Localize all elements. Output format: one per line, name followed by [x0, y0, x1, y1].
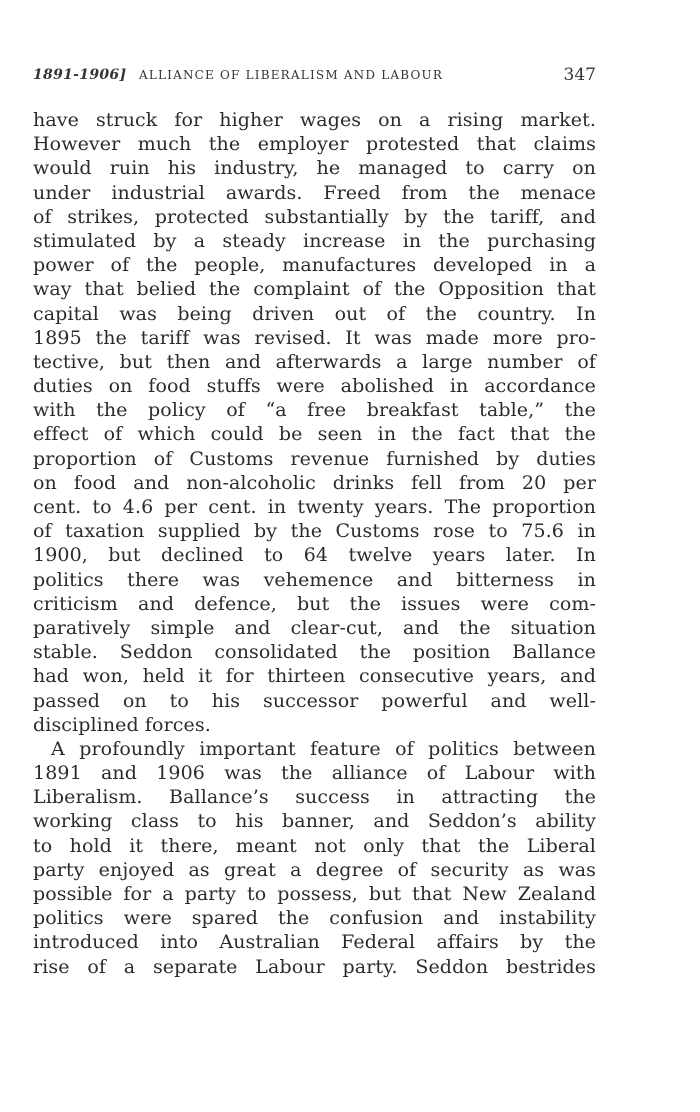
text-line: tective, but then and afterwards a large number of — [33, 350, 596, 373]
text-line: 1900, but declined to 64 twelve years later. In — [33, 544, 596, 567]
text-line: party enjoyed as great a degree of security as was — [33, 858, 596, 881]
text-line: 1891 and 1906 was the alliance of Labour with — [33, 762, 596, 785]
page-number: 347 — [563, 65, 596, 85]
text-line: of strikes, protected substantially by the tariff, and — [33, 205, 596, 228]
text-line: stable. Seddon consolidated the position Ballance — [33, 641, 596, 664]
text-line: have struck for higher wages on a rising market. — [33, 109, 596, 131]
text-line: rise of a separate Labour party. Seddon bestrides — [33, 955, 596, 978]
text-line: possible for a party to possess, but that New Zealand — [33, 883, 596, 905]
text-line: would ruin his industry, he managed to carry on — [33, 157, 596, 180]
body-text — [33, 108, 596, 979]
running-head-years: 1891-1906] — [33, 67, 127, 83]
text-line: capital was being driven out of the country. In — [33, 302, 596, 325]
text-line: on food and non-alcoholic drinks fell from 20 per — [33, 471, 596, 494]
paragraph — [33, 737, 596, 979]
text-line: passed on to his successor powerful and well- — [33, 689, 596, 712]
text-line: with the policy of “a free breakfast table,” the — [33, 399, 596, 422]
text-line: However much the employer protested that claims — [33, 133, 596, 156]
text-line: of taxation supplied by the Customs rose to 75.6 in — [33, 520, 596, 543]
text-line: politics were spared the confusion and instability — [33, 907, 596, 930]
text-line: working class to his banner, and Seddon’s ability — [33, 810, 596, 833]
running-head-title: ALLIANCE OF LIBERALISM AND LABOUR — [138, 68, 444, 82]
text-line: introduced into Australian Federal affairs by the — [33, 931, 596, 954]
text-line: way that belied the complaint of the Opposition that — [33, 278, 596, 301]
paragraph — [33, 108, 596, 737]
text-line: duties on food stuffs were abolished in accordance — [33, 375, 596, 398]
text-line: Liberalism. Ballance’s success in attracting the — [33, 786, 596, 809]
text-line: 1895 the tariff was revised. It was made more pro- — [33, 326, 596, 349]
running-head — [33, 62, 596, 88]
text-line: stimulated by a steady increase in the purchasing — [33, 229, 596, 252]
text-line: to hold it there, meant not only that the Liberal — [33, 834, 596, 857]
text-line: disciplined forces. — [33, 713, 211, 736]
text-line: proportion of Customs revenue furnished by duties — [33, 447, 596, 470]
text-line: politics there was vehemence and bitterness in — [33, 568, 596, 591]
text-line: criticism and defence, but the issues were com- — [33, 592, 596, 615]
text-line: A profoundly important feature of politics between — [51, 737, 596, 760]
text-line: power of the people, manufactures developed in a — [33, 254, 596, 277]
text-line: effect of which could be seen in the fact that the — [33, 423, 596, 446]
text-line: under industrial awards. Freed from the menace — [33, 181, 596, 204]
text-line: paratively simple and clear-cut, and the situation — [33, 616, 596, 639]
book-page — [33, 62, 596, 979]
text-line: cent. to 4.6 per cent. in twenty years. The proportion — [33, 496, 596, 518]
text-line: had won, held it for thirteen consecutive years, and — [33, 665, 596, 688]
